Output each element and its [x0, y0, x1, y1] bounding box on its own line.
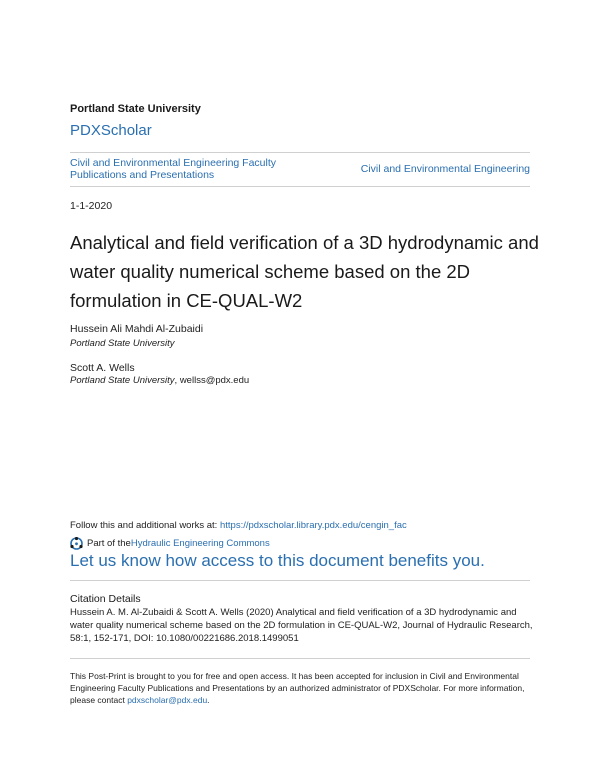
- footer-end: .: [207, 695, 210, 705]
- author-name: Hussein Ali Mahdi Al-Zubaidi: [70, 323, 204, 335]
- divider-top: [70, 152, 530, 153]
- let-us-know-link[interactable]: Let us know how access to this document benefits you.: [70, 551, 485, 570]
- part-of-line: [70, 537, 270, 550]
- citation-text: Hussein A. M. Al-Zubaidi & Scott A. Wells (2020) Analytical and field verification of a 3D hydrodynamic and water quality numerical scheme based on the 2D formulation in CE-QUAL-W2, Journal of Hydraulic Research, 58:1, 152-171, DOI: 10.1080/00221686.2018.1499051: [70, 607, 533, 644]
- author-affiliation: [70, 338, 175, 349]
- citation-heading: Citation Details: [70, 593, 141, 605]
- collection-link-civil-engineering[interactable]: Civil and Environmental Engineering: [360, 163, 530, 175]
- divider-citation: [70, 580, 530, 581]
- contact-email-link[interactable]: pdxscholar@pdx.edu: [127, 695, 208, 705]
- affiliation-text: Portland State University: [70, 375, 175, 386]
- university-name: Portland State University: [70, 103, 201, 115]
- document-title: Analytical and field verification of a 3D hydrodynamic and water quality numerical scheme based on the 2D formulation in CE-QUAL-W2: [70, 232, 539, 311]
- footer-notice: [70, 670, 540, 706]
- footer-text: This Post-Print is brought to you for free and open access. It has been accepted for inclusion in Civil and Environmental Engineering Faculty Publications and Presentations by an authorized administrator of PDXScholar. For more information, please contact: [70, 671, 525, 705]
- repository-url-link[interactable]: https://pdxscholar.library.pdx.edu/cengin_fac: [219, 520, 407, 531]
- hydraulic-commons-link[interactable]: Hydraulic Engineering Commons: [130, 538, 270, 549]
- publication-date: 1-1-2020: [70, 200, 113, 212]
- commons-network-icon: [70, 537, 83, 550]
- author-affiliation: [70, 375, 249, 386]
- pdxscholar-link[interactable]: PDXScholar: [70, 122, 152, 139]
- author-email: , wellss@pdx.edu: [174, 375, 250, 386]
- collection-link-faculty-publications[interactable]: Civil and Environmental Engineering Faculty Publications and Presentations: [70, 157, 277, 181]
- affiliation-text: Portland State University: [70, 338, 175, 349]
- follow-prefix: Follow this and additional works at:: [70, 520, 220, 531]
- divider-bottom: [70, 186, 530, 187]
- divider-footer: [70, 658, 530, 659]
- follow-line: [70, 520, 407, 531]
- part-of-prefix: Part of the: [87, 538, 131, 549]
- author-name: Scott A. Wells: [70, 362, 135, 374]
